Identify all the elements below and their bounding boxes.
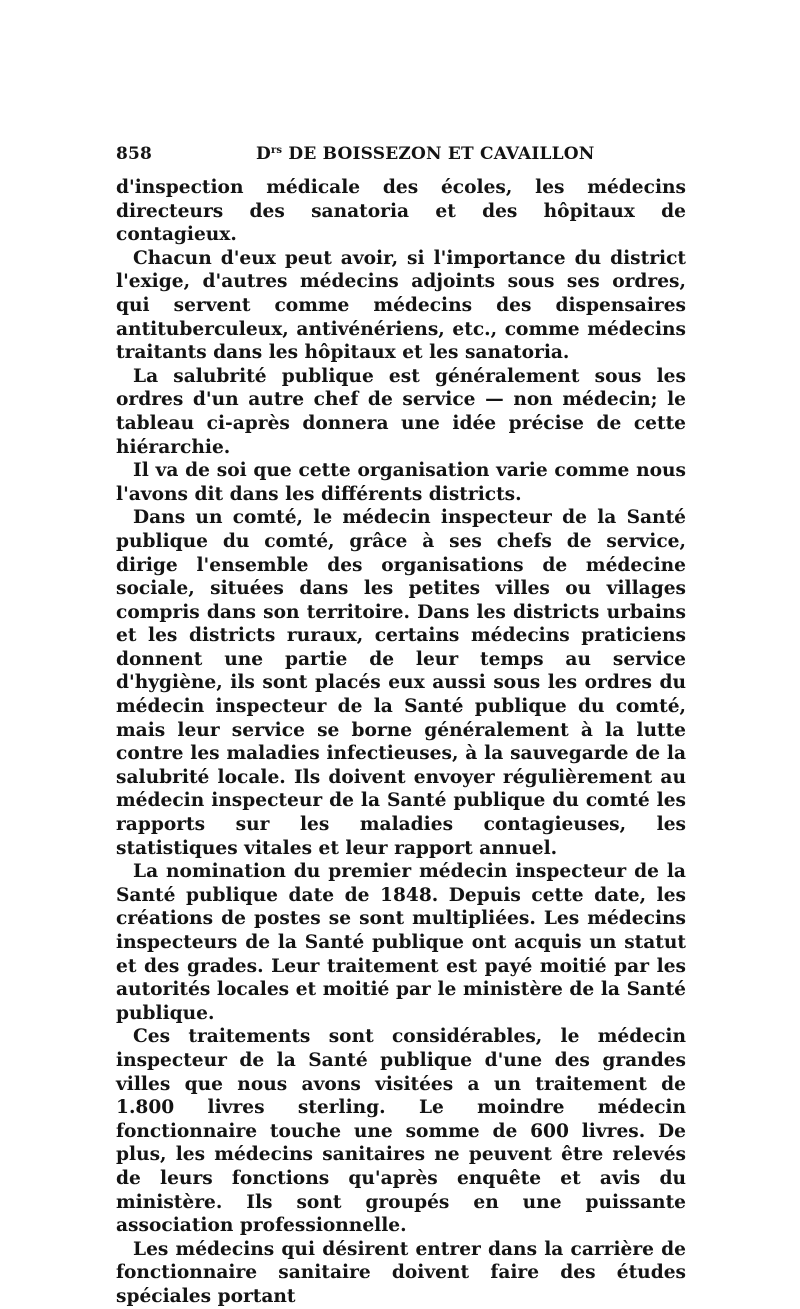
running-head bbox=[116, 144, 686, 168]
paragraph: La salubrité publique est généralement sous les ordres d'un autre chef de service — non médecin; le tableau ci-après donnera une idée précise de cette hiérarchie. bbox=[116, 365, 686, 458]
paragraph-continuation: d'inspection médicale des écoles, les médecins directeurs des sanatoria et des hôpitaux de contagieux. bbox=[116, 177, 686, 246]
authors-names: DE BOISSEZON ET CAVAILLON bbox=[282, 144, 595, 164]
paragraph: Chacun d'eux peut avoir, si l'importance du district l'exige, d'autres médecins adjoints sous ses ordres, qui servent comme médecins des dispensaires antituberculeux, antivénériens, etc., comme médecins traitants dans les hôpitaux et les sanatoria. bbox=[116, 247, 686, 364]
paragraph: Dans un comté, le médecin inspecteur de la Santé publique du comté, grâce à ses chefs de service, dirige l'ensemble des organisations de médecine sociale, situées dans les petites villes ou villages compris dans son territoire. Dans les districts urbains et les districts ruraux, certains médecins praticiens donnent une partie de leur temps au service d'hygiène, ils sont placés eux aussi sous les ordres du médecin inspecteur de la Santé publique du comté, mais leur service se borne généralement à la lutte contre les maladies infectieuses, à la sauvegarde de la salubrité locale. Ils doivent envoyer régulièrement au médecin inspecteur de la Santé publique du comté les rapports sur les maladies contagieuses, les statistiques vitales et leur rapport annuel. bbox=[116, 507, 686, 859]
body-text bbox=[116, 176, 686, 1309]
authors-prefix: D bbox=[256, 144, 271, 164]
paragraph: Les médecins qui désirent entrer dans la carrière de fonctionnaire sanitaire doivent faire des études spéciales portant bbox=[116, 1238, 686, 1307]
authors-prefix-superscript: rs bbox=[270, 145, 283, 156]
header-authors bbox=[256, 144, 595, 164]
paragraph: Il va de soi que cette organisation varie comme nous l'avons dit dans les différents districts. bbox=[116, 460, 686, 505]
paragraph: La nomination du premier médecin inspecteur de la Santé publique date de 1848. Depuis cette date, les créations de postes se sont multipliées. Les médecins inspecteurs de la Santé publique ont acquis un statut et des grades. Leur traitement est payé moitié par les autorités locales et moitié par le ministère de la Santé publique. bbox=[116, 861, 686, 1024]
page-number: 858 bbox=[116, 144, 153, 164]
paragraph: Ces traitements sont considérables, le médecin inspecteur de la Santé publique d'une des grandes villes que nous avons visitées a un traitement de 1.800 livres sterling. Le moindre médecin fonctionnaire touche une somme de 600 livres. De plus, les médecins sanitaires ne peuvent être relevés de leurs fonctions qu'après enquête et avis du ministère. Ils sont groupés en une puissante association professionnelle. bbox=[116, 1026, 686, 1237]
